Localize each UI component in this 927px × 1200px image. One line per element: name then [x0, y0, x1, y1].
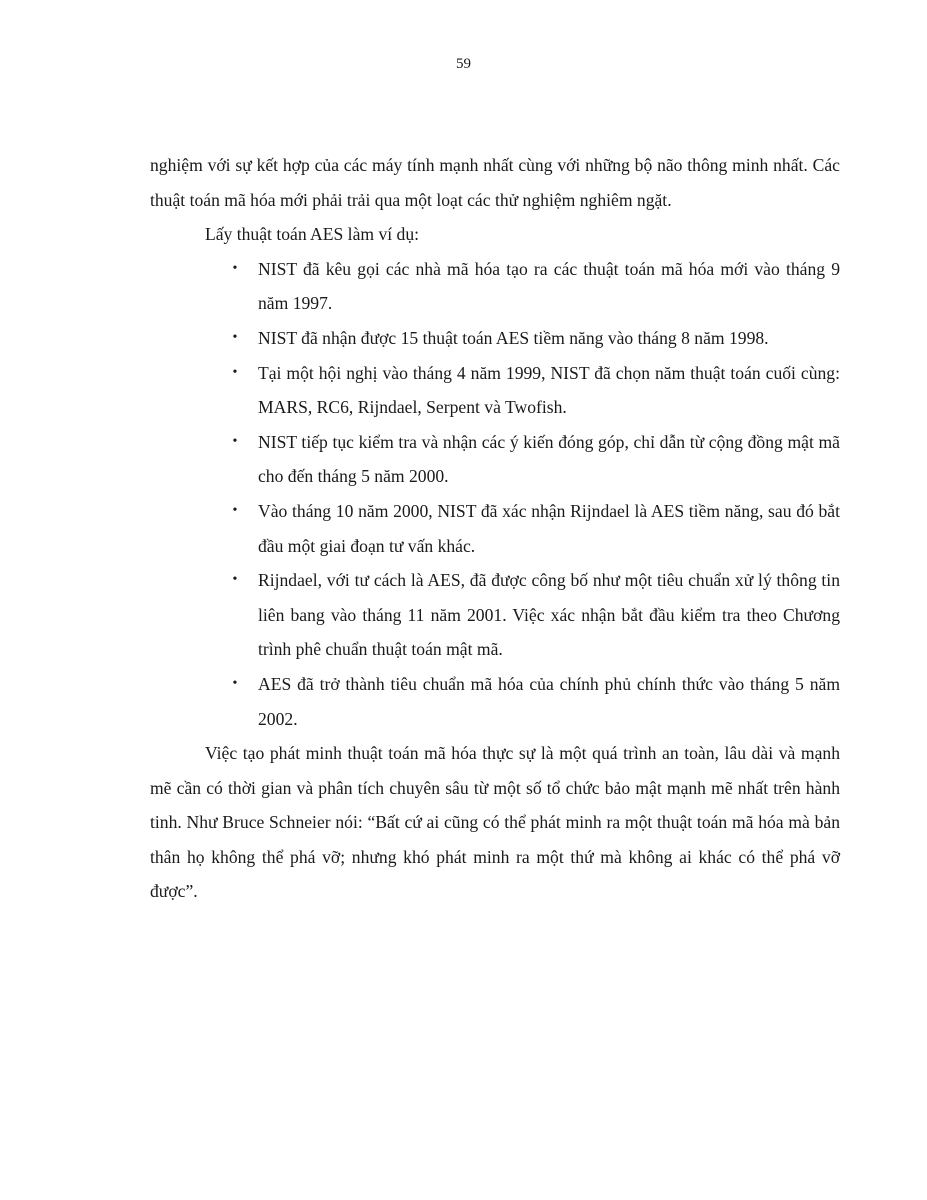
closing-paragraph: Việc tạo phát minh thuật toán mã hóa thực sự là một quá trình an toàn, lâu dài và mạnh mẽ cần có thời gian và phân tích chuyên sâu từ một số tổ chức bảo mật mạnh mẽ nhất trên hành tinh. Như Bruce Schneier nói: “Bất cứ ai cũng có thể phát minh ra một thuật toán mã hóa mà bản thân họ không thể phá vỡ; nhưng khó phát minh ra một thứ mà không ai khác có thể phá vỡ được”. — [150, 743, 840, 902]
list-item — [150, 425, 840, 494]
list-item-text: Rijndael, với tư cách là AES, đã được công bố như một tiêu chuẩn xử lý thông tin liên bang vào tháng 11 năm 2001. Việc xác nhận bắt đầu kiểm tra theo Chương trình phê chuẩn thuật toán mật mã. — [258, 570, 840, 660]
list-item-text: Tại một hội nghị vào tháng 4 năm 1999, NIST đã chọn năm thuật toán cuối cùng: MARS, RC6, Rijndael, Serpent và Twofish. — [258, 362, 840, 418]
bullet-icon: • — [232, 433, 238, 449]
bullet-icon: • — [232, 329, 238, 345]
list-item — [150, 321, 840, 356]
list-item-text: NIST tiếp tục kiểm tra và nhận các ý kiến đóng góp, chỉ dẫn từ cộng đồng mật mã cho đến tháng 5 năm 2000. — [258, 431, 840, 487]
list-item-text: NIST đã kêu gọi các nhà mã hóa tạo ra các thuật toán mã hóa mới vào tháng 9 năm 1997. — [258, 258, 840, 314]
list-item-text: Vào tháng 10 năm 2000, NIST đã xác nhận Rijndael là AES tiềm năng, sau đó bắt đầu một giai đoạn tư vấn khác. — [258, 500, 840, 556]
bullet-icon: • — [232, 364, 238, 380]
list-item — [150, 563, 840, 667]
list-item — [150, 356, 840, 425]
list-item-text: AES đã trở thành tiêu chuẩn mã hóa của chính phủ chính thức vào tháng 5 năm 2002. — [258, 673, 840, 729]
list-item — [150, 667, 840, 736]
page-number: 59 — [456, 56, 471, 72]
bullet-icon: • — [232, 572, 238, 588]
bullet-icon: • — [232, 260, 238, 276]
bullet-icon: • — [232, 675, 238, 691]
list-item-text: NIST đã nhận được 15 thuật toán AES tiềm năng vào tháng 8 năm 1998. — [258, 327, 769, 348]
aes-timeline-list — [150, 252, 840, 736]
list-item — [150, 494, 840, 563]
list-item — [150, 252, 840, 321]
intro-paragraph: nghiệm với sự kết hợp của các máy tính mạnh nhất cùng với những bộ não thông minh nhất. Các thuật toán mã hóa mới phải trải qua một loạt các thử nghiệm nghiêm ngặt. — [150, 155, 840, 210]
lead-in-line: Lấy thuật toán AES làm ví dụ: — [205, 224, 420, 245]
bullet-icon: • — [232, 502, 238, 518]
document-body — [150, 148, 840, 909]
